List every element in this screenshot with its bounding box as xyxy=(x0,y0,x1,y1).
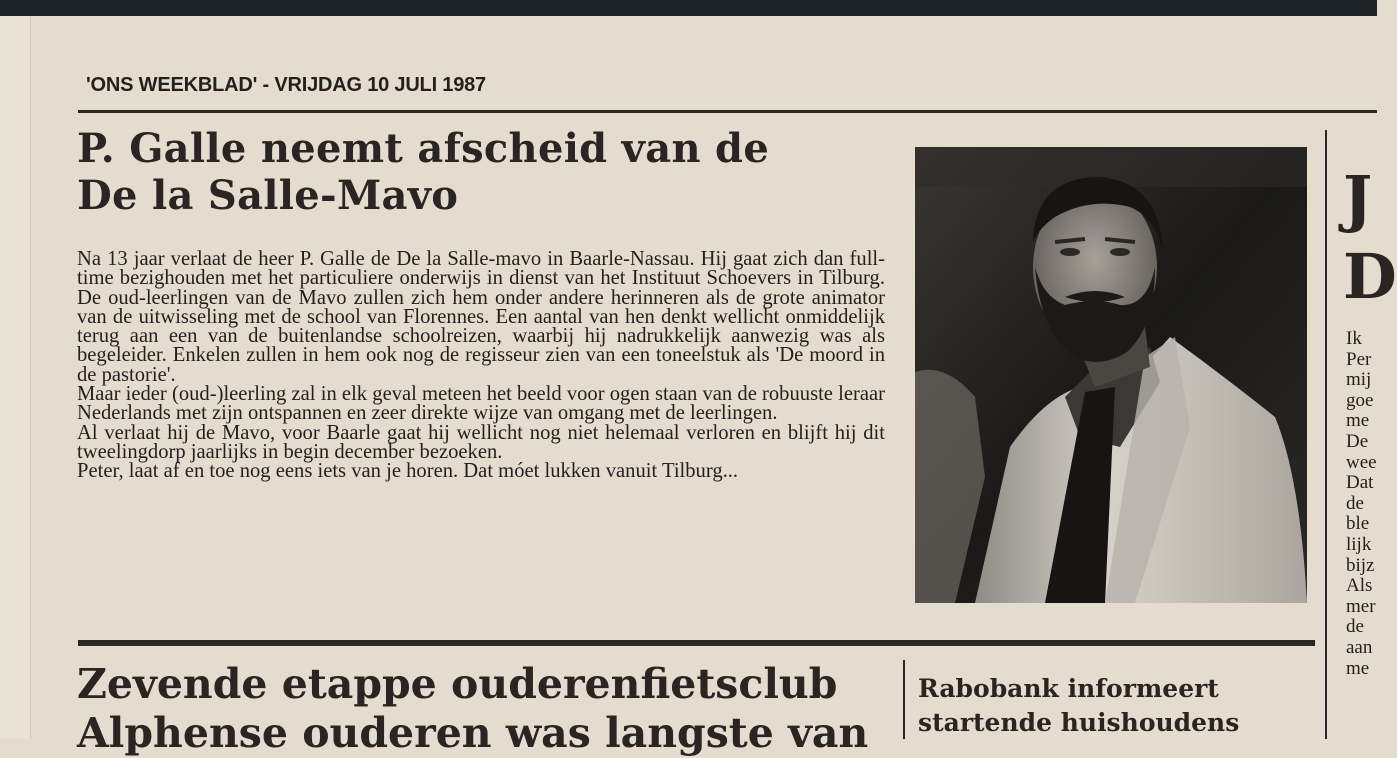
right-column-line: me xyxy=(1346,410,1370,432)
portrait-photo xyxy=(915,147,1307,603)
right-column-line: aan xyxy=(1346,636,1373,658)
right-column-text xyxy=(1346,329,1386,679)
headline-line-1: P. Galle neemt afscheid van de xyxy=(77,125,770,172)
side-headline-line-1: Rabobank informeert xyxy=(918,674,1219,703)
article-paragraph: Na 13 jaar verlaat de heer P. Galle de De la Salle-mavo in Baarle-Nassau. Hij gaat zich dan full-time bezighouden met het particuliere onderwijs in dienst van het Instituut Schoevers in Tilburg. De oud-leerlingen van de Mavo zullen zich hem onder andere herinneren als de grote animator van de uitwisseling met de school van Florennes. Een aantal van hen denkt wellicht onmiddelijk terug aan een van de buitenlandse schoolreizen, waarbij hij nadrukkelijk aanwezig was als begeleider. Enkelen zullen in hem ook nog de regisseur zien van een toneelstuk als 'De moord in de pastorie'. xyxy=(77,248,885,386)
right-column-line: lijk xyxy=(1346,533,1372,555)
column-divider-middle xyxy=(903,660,905,739)
newspaper-dateline: 'ONS WEEKBLAD' - VRIJDAG 10 JULI 1987 xyxy=(86,74,486,96)
right-column-line: Als xyxy=(1346,575,1373,597)
right-column-line: De xyxy=(1346,430,1369,452)
right-column-line: goe xyxy=(1346,389,1374,411)
second-article-headline xyxy=(77,660,897,758)
side-article-headline xyxy=(918,672,1318,740)
right-column-line: Ik xyxy=(1346,328,1362,349)
right-column-line: ble xyxy=(1346,513,1370,535)
article-headline xyxy=(77,125,897,219)
article-body xyxy=(77,250,885,482)
header-rule xyxy=(78,110,1377,113)
article-paragraph: Maar ieder (oud-)leerling zal in elk geval meteen het beeld voor ogen staan van de robuuste leraar Nederlands met zijn ontspannen en zeer direkte wijze van omgang met de leerlingen. xyxy=(77,383,885,425)
article-paragraph: Al verlaat hij de Mavo, voor Baarle gaat hij wellicht nog niet helemaal verloren en blijft hij dit tweelingdorp jaarlijks in begin december bezoeken. xyxy=(77,421,885,463)
right-column-line: wee xyxy=(1346,451,1377,473)
section-divider xyxy=(78,640,1315,646)
second-headline-line-1: Zevende etappe ouderenfietsclub xyxy=(77,660,838,708)
page-top-border xyxy=(0,0,1377,16)
right-column-line: Per xyxy=(1346,348,1372,370)
right-column-line: me xyxy=(1346,657,1370,679)
right-column-line: bijz xyxy=(1346,554,1375,576)
right-heading-line-2: D xyxy=(1343,240,1397,313)
second-headline-line-2: Alphense ouderen was langste van xyxy=(77,709,869,757)
right-column-line: mer xyxy=(1346,595,1376,617)
headline-line-2: De la Salle-Mavo xyxy=(77,172,459,219)
right-column-line: de xyxy=(1346,616,1364,638)
side-headline-line-2: startende huishoudens xyxy=(918,708,1240,737)
right-column-line: mij xyxy=(1346,369,1372,391)
page-left-margin xyxy=(0,16,31,739)
column-divider-right xyxy=(1325,130,1327,739)
right-column-heading xyxy=(1343,160,1397,316)
right-heading-line-1: J xyxy=(1343,162,1373,235)
article-paragraph: Peter, laat af en toe nog eens iets van je horen. Dat móet lukken vanuit Tilburg... xyxy=(77,460,739,483)
right-column-line: de xyxy=(1346,492,1364,514)
right-column-line: Dat xyxy=(1346,472,1374,494)
